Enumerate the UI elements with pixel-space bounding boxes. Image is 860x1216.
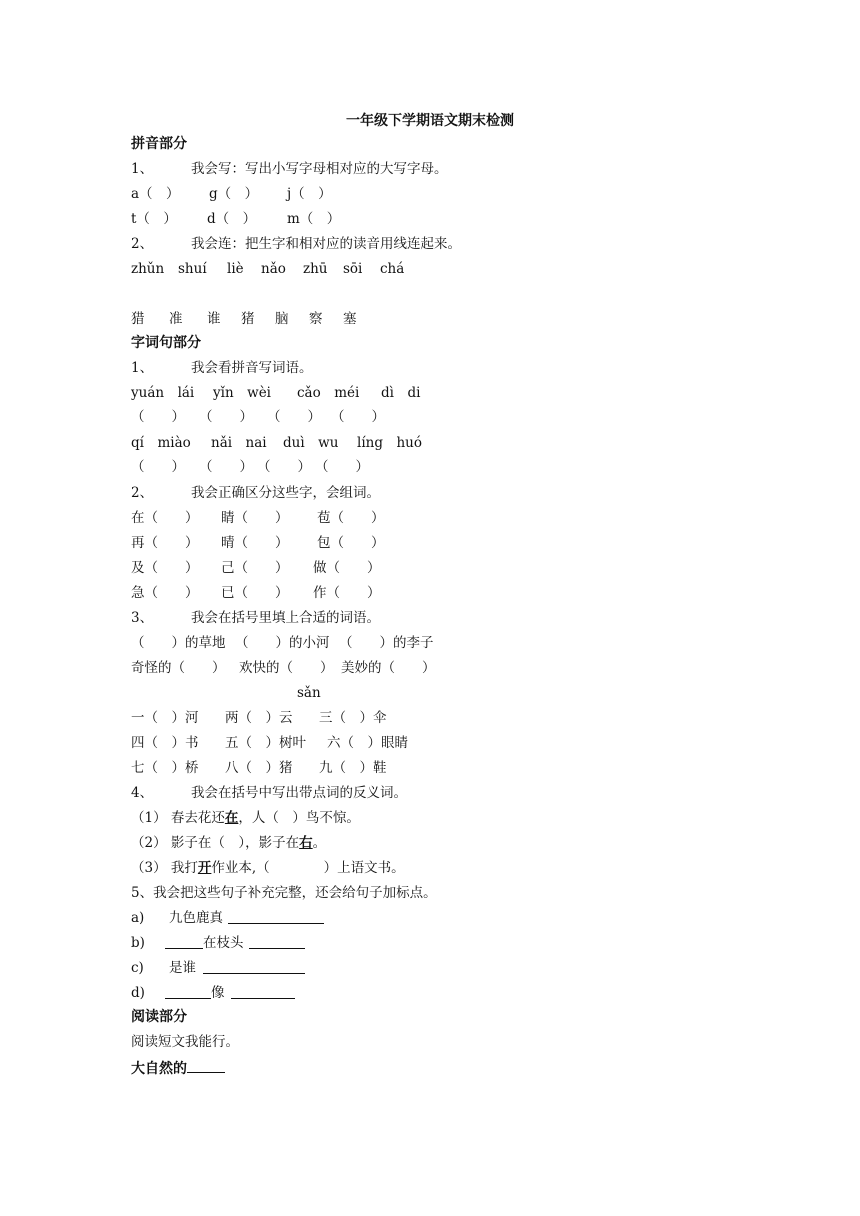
measure-item[interactable]: 八（ ）猪 bbox=[225, 760, 293, 776]
pair-item[interactable]: 再（ ） bbox=[131, 535, 199, 551]
letter-item: m（ ） bbox=[287, 211, 341, 227]
antonym-post[interactable]: ，人（ ）鸟不惊。 bbox=[238, 810, 360, 826]
char-item: 准 bbox=[169, 311, 183, 327]
answer-blank[interactable] bbox=[165, 984, 211, 999]
question-text: 我会在括号里填上合适的词语。 bbox=[191, 610, 380, 626]
exam-title: 一年级下学期语文期末检测 bbox=[346, 113, 514, 129]
section-reading: 阅读部分 bbox=[131, 1009, 187, 1025]
story-title bbox=[131, 1058, 225, 1078]
answer-bracket[interactable]: （ ） bbox=[131, 409, 185, 425]
pair-item[interactable]: 己（ ） bbox=[221, 560, 289, 576]
pinyin-word: qí miào bbox=[131, 435, 191, 451]
pair-item[interactable]: 作（ ） bbox=[313, 585, 381, 601]
pinyin-word: yǐn wèi bbox=[213, 385, 272, 401]
char-item: 察 bbox=[309, 311, 323, 327]
sentence-text: 像 bbox=[211, 985, 225, 1001]
fill-item[interactable]: （ ）的李子 bbox=[339, 635, 434, 651]
measure-item[interactable]: 四（ ）书 bbox=[131, 735, 199, 751]
pinyin-item: liè bbox=[227, 261, 244, 277]
answer-bracket[interactable]: （ ） bbox=[257, 459, 311, 475]
letter-item: g（ ） bbox=[209, 186, 259, 202]
sentence-label: b) bbox=[131, 935, 145, 951]
answer-bracket[interactable]: （ ） bbox=[199, 459, 253, 475]
words-q5: 5、我会把这些句子补充完整，还会给句子加标点。 bbox=[131, 885, 437, 901]
pinyin-item: shuí bbox=[178, 261, 207, 277]
char-item: 猎 bbox=[131, 311, 145, 327]
answer-blank[interactable] bbox=[203, 959, 305, 974]
fill-item[interactable]: 美妙的（ ） bbox=[341, 660, 436, 676]
pinyin-item: sōi bbox=[343, 261, 363, 277]
answer-blank[interactable] bbox=[249, 934, 305, 949]
pinyin-item: chá bbox=[380, 261, 405, 277]
letter-item: t（ ） bbox=[131, 211, 177, 227]
pair-item[interactable]: 在（ ） bbox=[131, 510, 199, 526]
sentence-text: 在枝头 bbox=[203, 935, 244, 951]
antonym-pre: （1） 春去花还 bbox=[131, 810, 225, 826]
san-pinyin: sǎn bbox=[297, 685, 321, 701]
story-title-text: 大自然的 bbox=[131, 1061, 187, 1077]
sentence-label: c) bbox=[131, 960, 144, 976]
fill-item[interactable]: （ ）的草地 bbox=[131, 635, 226, 651]
char-item: 脑 bbox=[275, 311, 289, 327]
question-text: 我会写：写出小写字母相对应的大写字母。 bbox=[191, 161, 448, 177]
question-number: 2、 bbox=[131, 485, 154, 501]
pinyin-item: zhū bbox=[303, 261, 328, 277]
antonym-pre[interactable]: （2） 影子在（ ），影子在 bbox=[131, 835, 300, 851]
measure-item[interactable]: 七（ ）桥 bbox=[131, 760, 199, 776]
answer-blank[interactable] bbox=[165, 934, 203, 949]
question-text: 我会正确区分这些字，会组词。 bbox=[191, 485, 380, 501]
antonym-1 bbox=[131, 809, 360, 827]
fill-item[interactable]: 奇怪的（ ） bbox=[131, 660, 226, 676]
answer-bracket[interactable]: （ ） bbox=[267, 409, 321, 425]
sentence-label: d) bbox=[131, 985, 145, 1001]
question-text: 我会在括号中写出带点词的反义词。 bbox=[191, 785, 407, 801]
pinyin-word: dì di bbox=[381, 385, 421, 401]
question-number: 4、 bbox=[131, 785, 154, 801]
question-number: 3、 bbox=[131, 610, 154, 626]
sentence-text: 是谁 bbox=[169, 960, 196, 976]
pair-item[interactable]: 做（ ） bbox=[313, 560, 381, 576]
pair-item[interactable]: 苞（ ） bbox=[317, 510, 385, 526]
antonym-3 bbox=[131, 859, 405, 877]
fill-item[interactable]: （ ）的小河 bbox=[235, 635, 330, 651]
antonym-key: 右 bbox=[299, 835, 313, 851]
answer-bracket[interactable]: （ ） bbox=[199, 409, 253, 425]
letter-item: a（ ） bbox=[131, 186, 180, 202]
antonym-key: 在 bbox=[224, 810, 239, 826]
pinyin-item: zhǔn bbox=[131, 261, 165, 277]
reading-intro: 阅读短文我能行。 bbox=[131, 1034, 239, 1050]
section-words: 字词句部分 bbox=[131, 335, 201, 351]
measure-item[interactable]: 六（ ）眼睛 bbox=[327, 735, 408, 751]
measure-item[interactable]: 一（ ）河 bbox=[131, 710, 199, 726]
char-item: 猪 bbox=[241, 311, 255, 327]
antonym-post[interactable]: 作业本,（ ）上语文书。 bbox=[211, 860, 405, 876]
answer-blank[interactable] bbox=[231, 984, 295, 999]
measure-item[interactable]: 三（ ）伞 bbox=[319, 710, 387, 726]
answer-bracket[interactable]: （ ） bbox=[331, 409, 385, 425]
pair-item[interactable]: 包（ ） bbox=[317, 535, 385, 551]
pair-item[interactable]: 急（ ） bbox=[131, 585, 199, 601]
pair-item[interactable]: 睛（ ） bbox=[221, 510, 289, 526]
antonym-post: 。 bbox=[312, 835, 327, 851]
answer-bracket[interactable]: （ ） bbox=[131, 459, 185, 475]
question-number: 1、 bbox=[131, 161, 154, 177]
sentence-label: a) bbox=[131, 910, 145, 926]
letter-item: d（ ） bbox=[207, 211, 257, 227]
question-text: 我会看拼音写词语。 bbox=[191, 360, 313, 376]
answer-blank[interactable] bbox=[228, 909, 324, 924]
measure-item[interactable]: 两（ ）云 bbox=[225, 710, 293, 726]
letter-item: j（ ） bbox=[287, 186, 332, 202]
pinyin-item: nǎo bbox=[261, 261, 286, 277]
question-text: 我会连：把生字和相对应的读音用线连起来。 bbox=[191, 236, 461, 252]
question-number: 1、 bbox=[131, 360, 154, 376]
pair-item[interactable]: 及（ ） bbox=[131, 560, 199, 576]
char-item: 谁 bbox=[207, 311, 221, 327]
measure-item[interactable]: 五（ ）树叶 bbox=[225, 735, 306, 751]
pair-item[interactable]: 晴（ ） bbox=[221, 535, 289, 551]
pair-item[interactable]: 已（ ） bbox=[221, 585, 289, 601]
pinyin-word: duì wu bbox=[283, 435, 339, 451]
question-number: 2、 bbox=[131, 236, 154, 252]
antonym-2 bbox=[131, 834, 326, 852]
antonym-key: 开 bbox=[197, 860, 212, 876]
measure-item[interactable]: 九（ ）鞋 bbox=[319, 760, 387, 776]
antonym-pre: （3） 我打 bbox=[131, 860, 198, 876]
section-pinyin: 拼音部分 bbox=[131, 136, 187, 152]
pinyin-word: cǎo méi bbox=[297, 385, 360, 401]
pinyin-word: yuán lái bbox=[131, 385, 195, 401]
title-blank[interactable] bbox=[187, 1058, 225, 1073]
pinyin-word: nǎi nai bbox=[211, 435, 267, 451]
sentence-text: 九色鹿真 bbox=[169, 910, 223, 926]
answer-bracket[interactable]: （ ） bbox=[315, 459, 369, 475]
fill-item[interactable]: 欢快的（ ） bbox=[239, 660, 334, 676]
char-item: 塞 bbox=[343, 311, 357, 327]
pinyin-word: líng huó bbox=[357, 435, 422, 451]
